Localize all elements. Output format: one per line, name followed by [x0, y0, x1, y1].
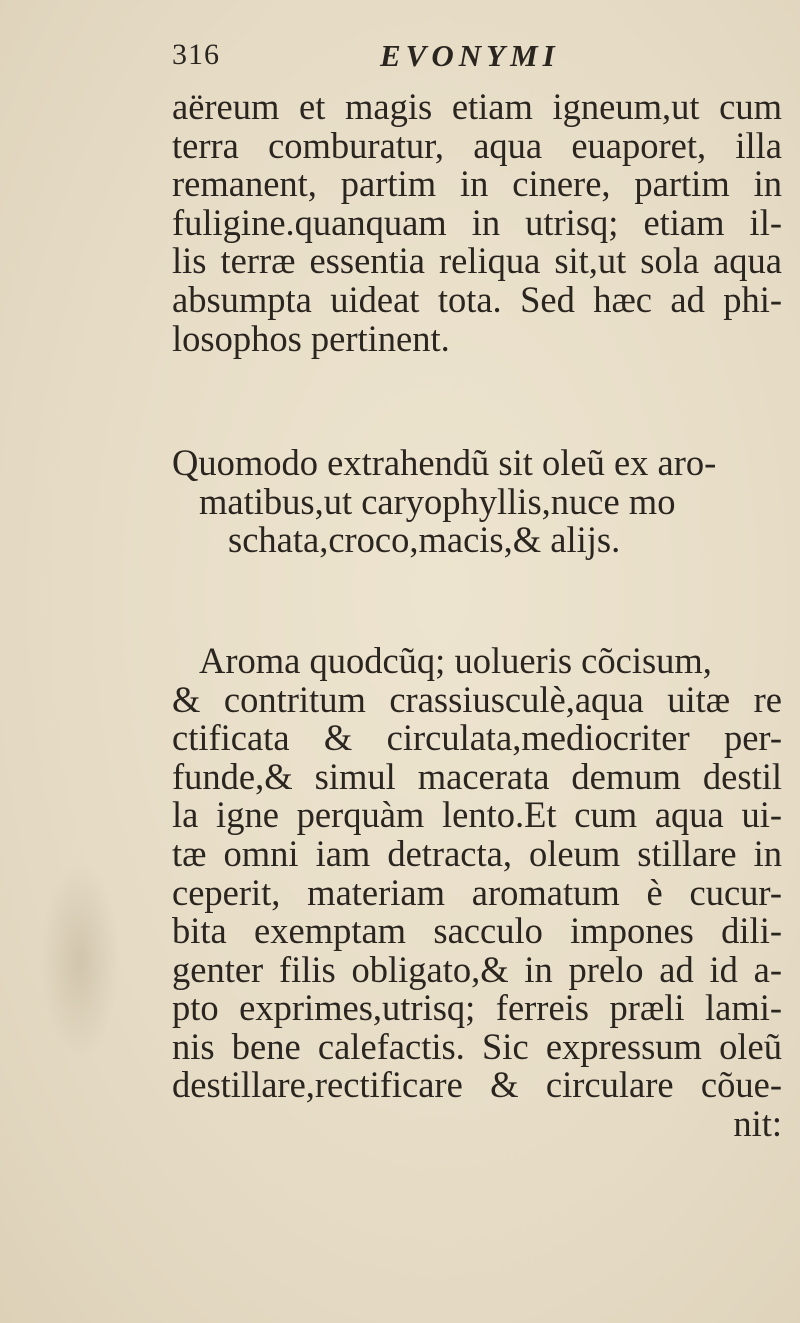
text-line: bita exemptam sacculo impones dili-	[172, 910, 782, 952]
heading-line: Quomodo extrahendũ sit oleũ ex aro-	[172, 442, 717, 484]
section-spacer	[172, 560, 782, 642]
text-line: ctificata & circulata,mediocriter per-	[172, 717, 782, 759]
text-line: remanent, partim in cinere, partim in	[172, 163, 782, 205]
paragraph-1	[172, 88, 782, 358]
text-line: nis bene calefactis. Sic expressum oleũ	[172, 1025, 782, 1067]
text-line: lis terræ essentia reliqua sit,ut sola aqua	[172, 240, 782, 282]
text-line: destillare,rectificare & circulare cõue-	[172, 1064, 782, 1106]
running-head: EVONYMI	[380, 38, 560, 73]
text-line: pto exprimes,utrisq; ferreis præli lami-	[172, 987, 782, 1029]
paragraph-2	[172, 639, 782, 1145]
text-line: & contritum crassiusculè,aqua uitæ re	[172, 678, 782, 720]
text-block	[172, 88, 782, 1144]
heading-line: schata,croco,macis,& alijs.	[228, 519, 621, 561]
text-line: absumpta uideat tota. Sed hæc ad phi-	[172, 278, 782, 320]
section-spacer	[172, 358, 782, 444]
text-line: tæ omni iam detracta, oleum stillare in	[172, 832, 782, 874]
text-line: nit:	[733, 1103, 782, 1145]
text-line: ceperit, materiam aromatum è cucur-	[172, 871, 782, 913]
page-header	[172, 38, 632, 82]
text-line: Aroma quodcũq; uolueris cõcisum,	[199, 639, 712, 681]
text-line: genter filis obligato,& in prelo ad id a-	[172, 948, 782, 990]
text-line: la igne perquàm lento.Et cum aqua ui-	[172, 794, 782, 836]
page-stain	[40, 860, 120, 1060]
text-line: losophos pertinent.	[172, 317, 450, 359]
text-line: aëreum et magis etiam igneum,ut cum	[172, 86, 782, 127]
heading-line: matibus,ut caryophyllis,nuce mo	[199, 480, 676, 522]
text-line: funde,& simul macerata demum destil	[172, 755, 782, 797]
page-number: 316	[172, 38, 220, 71]
section-heading	[172, 444, 782, 560]
text-line: terra comburatur, aqua euaporet, illa	[172, 124, 782, 166]
text-line: fuligine.quanquam in utrisq; etiam il-	[172, 201, 782, 243]
